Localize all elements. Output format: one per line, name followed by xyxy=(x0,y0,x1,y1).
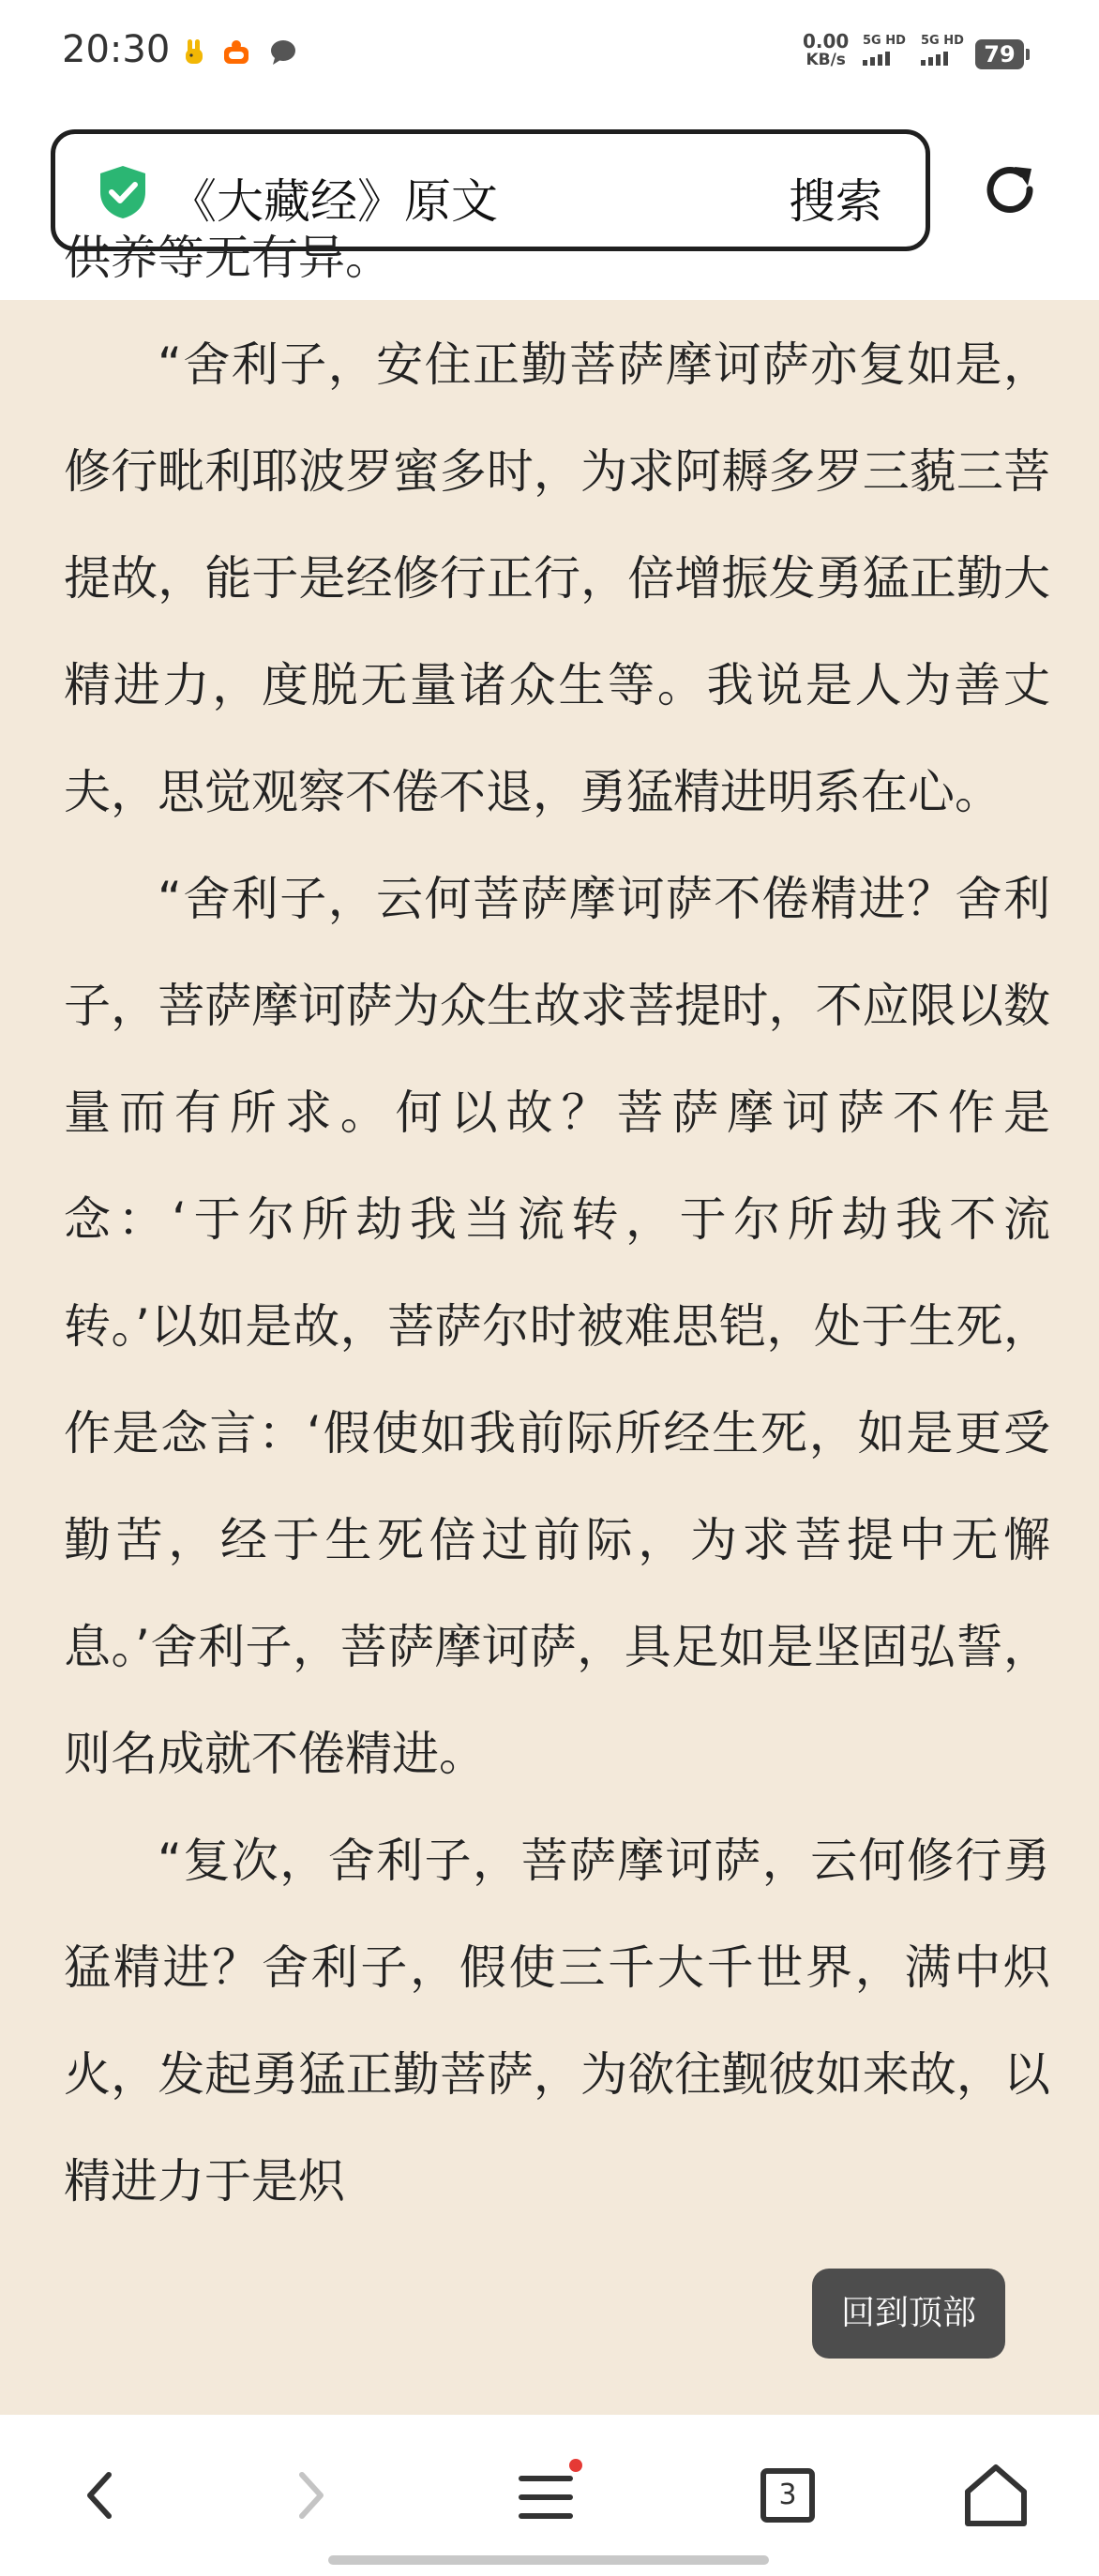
taobao-app-icon xyxy=(221,37,251,67)
paragraph: “复次，舍利子，菩萨摩诃萨，云何修行勇猛精进？舍利子，假使三千大千世界，满中炽火，发起勇猛正勤菩萨，为欲往觐彼如来故，以精进力于是炽 xyxy=(64,1834,1050,2209)
back-icon[interactable] xyxy=(64,2458,139,2533)
home-icon[interactable] xyxy=(958,2458,1033,2533)
sim1-signal xyxy=(863,34,906,66)
chat-bubble-icon xyxy=(268,37,298,67)
tabs-count: 3 xyxy=(778,2479,797,2511)
net-speed xyxy=(803,32,849,69)
bottom-nav xyxy=(0,2415,1099,2576)
search-query-text[interactable]: 《大藏经》原文 xyxy=(170,174,498,229)
forward-icon[interactable] xyxy=(272,2458,347,2533)
sim1-label: 5G HD xyxy=(863,34,906,48)
paragraph: 供养等无有异。 xyxy=(64,231,392,285)
paragraph: “舍利子，云何菩萨摩诃萨不倦精进？舍利子，菩萨摩诃萨为众生故求菩提时，不应限以数量而有所求。何以故？菩萨摩诃萨不作是念：‘于尔所劫我当流转，于尔所劫我不流转。’以如是故，菩萨尔时被难思铠，处于生死，作是念言：‘假使如我前际所经生死，如是更受勤苦，经于生死倍过前际，为求菩提中无懈息。’舍利子，菩萨摩诃萨，具足如是坚固弘誓，则名成就不倦精进。 xyxy=(64,872,1050,1781)
sim2-signal xyxy=(921,34,964,66)
signal-bars-icon xyxy=(863,52,906,66)
gesture-bar[interactable] xyxy=(328,2555,769,2565)
rabbit-app-icon xyxy=(180,37,210,67)
net-speed-value: 0.00 xyxy=(803,30,850,52)
status-time: 20:30 xyxy=(62,28,171,71)
article-text xyxy=(64,204,1050,2235)
status-bar xyxy=(0,0,1099,112)
tabs-button[interactable] xyxy=(750,2458,825,2533)
net-speed-unit: KB/s xyxy=(805,51,846,69)
back-to-top-button[interactable]: 回到顶部 xyxy=(812,2269,1005,2359)
sim2-label: 5G HD xyxy=(921,34,964,48)
article-content[interactable] xyxy=(0,231,1099,2415)
menu-icon[interactable] xyxy=(512,2458,587,2533)
battery-indicator: 79 xyxy=(975,39,1024,69)
paragraph: “舍利子，安住正勤菩萨摩诃萨亦复如是，修行毗利耶波罗蜜多时，为求阿耨多罗三藐三菩提故，能于是经修行正行，倍增振发勇猛正勤大精进力，度脱无量诸众生等。我说是人为善丈夫，思觉观察不倦不退，勇猛精进明系在心。 xyxy=(64,337,1050,819)
signal-bars-icon xyxy=(921,52,964,66)
search-button[interactable]: 搜索 xyxy=(789,174,882,229)
notification-badge xyxy=(569,2459,582,2472)
